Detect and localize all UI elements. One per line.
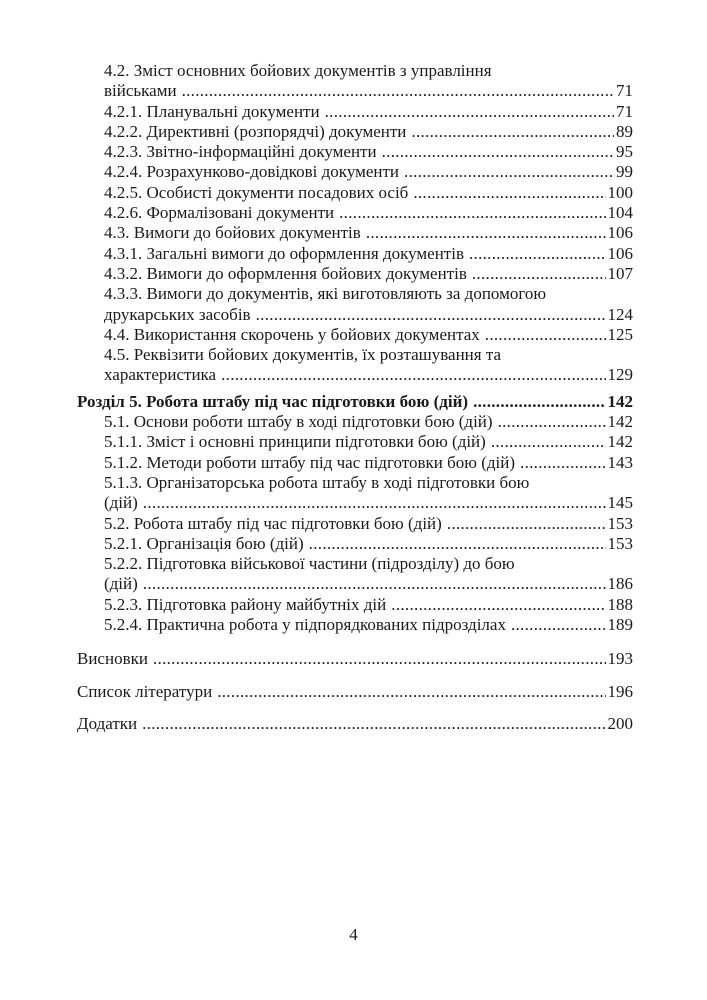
toc-entry-4-2-2[interactable] — [77, 122, 633, 142]
toc-entry-title: 5.1.2. Методи роботи штабу під час підготовки бою (дій) — [104, 452, 516, 472]
toc-entry-title: 5.2.3. Підготовка району майбутніх дій — [104, 594, 387, 614]
toc-entry-title-line1: 4.3.3. Вимоги до документів, які виготовляють за допомогою — [104, 284, 547, 304]
leader-dots — [472, 264, 606, 284]
toc-entry-page: 100 — [607, 182, 633, 202]
toc-entry-page: 129 — [607, 365, 633, 385]
toc-entry-5-2-4[interactable] — [77, 615, 633, 635]
toc-entry-title: Список літератури — [77, 681, 213, 701]
toc-entry-4-3-2[interactable] — [77, 264, 633, 284]
toc-entry-5-2-1[interactable] — [77, 534, 633, 554]
toc-entry-title: 4.3.1. Загальні вимоги до оформлення документів — [104, 243, 464, 263]
toc-chapter-title: Розділ 5. Робота штабу під час підготовки бою (дій) — [77, 391, 469, 411]
toc-entry-title: 4.4. Використання скорочень у бойових документах — [104, 324, 480, 344]
toc-entry-page: 153 — [607, 513, 633, 533]
toc-entry-page: 188 — [607, 594, 633, 614]
leader-dots — [153, 649, 606, 669]
toc-entry-title: 4.2.5. Особисті документи посадових осіб — [104, 182, 409, 202]
toc-conclusions[interactable] — [77, 649, 633, 669]
toc-entry-page: 104 — [607, 203, 633, 223]
leader-dots — [143, 574, 606, 594]
toc-entry-page: 145 — [607, 493, 633, 513]
toc-entry-title: 4.2.2. Директивні (розпорядчі) документи — [104, 121, 407, 141]
toc-entry-title: Висновки — [77, 649, 148, 669]
toc-entry-title: 4.2.4. Розрахунково-довідкові документи — [104, 162, 400, 182]
toc-entry-page: 189 — [607, 615, 633, 635]
toc-entry-4-2[interactable] — [77, 61, 633, 102]
toc-entry-page: 143 — [607, 452, 633, 472]
leader-dots — [366, 223, 606, 243]
toc-entry-page: 142 — [607, 412, 633, 432]
toc-entry-title: 4.2.3. Звітно-інформаційні документи — [104, 142, 377, 162]
toc-entry-5-2-3[interactable] — [77, 595, 633, 615]
toc-entry-title: (дій) — [104, 574, 138, 594]
toc-entry-page: 186 — [607, 574, 633, 594]
leader-dots — [511, 615, 606, 635]
toc-entry-title: Додатки — [77, 713, 138, 733]
toc-entry-page: 71 — [616, 101, 633, 121]
toc-entry-title-line1: 4.2. Зміст основних бойових документів з управління — [104, 61, 492, 80]
leader-dots — [309, 534, 606, 554]
toc-entry-title: 5.2.1. Організація бою (дій) — [104, 533, 304, 553]
toc-entry-title-line1: 5.2.2. Підготовка військової частини (підрозділу) до бою — [104, 554, 515, 574]
toc-entry-page: 107 — [607, 263, 633, 283]
toc-entry-title: 4.2.6. Формалізовані документи — [104, 203, 335, 223]
leader-dots — [411, 122, 614, 142]
toc-entry-4-3-1[interactable] — [77, 244, 633, 264]
leader-dots — [391, 595, 605, 615]
toc-entry-title: 5.2.4. Практична робота у підпорядкованих підрозділах — [104, 615, 506, 635]
toc-entry-title: 4.2.1. Планувальні документи — [104, 101, 320, 121]
toc-entry-page: 71 — [616, 81, 633, 101]
leader-dots — [221, 365, 605, 385]
toc-entry-page: 124 — [607, 304, 633, 324]
page-number: 4 — [349, 925, 358, 944]
table-of-contents — [77, 61, 633, 734]
toc-entry-page: 153 — [607, 533, 633, 553]
leader-dots — [447, 514, 606, 534]
toc-entry-title-line1: 5.1.3. Організаторська робота штабу в ході підготовки бою — [104, 472, 530, 492]
leader-dots — [382, 142, 614, 162]
toc-entry-title: 4.3.2. Вимоги до оформлення бойових документів — [104, 263, 467, 283]
toc-entry-5-2-2[interactable] — [77, 554, 633, 595]
toc-entry-5-2[interactable] — [77, 514, 633, 534]
toc-entry-page: 200 — [607, 713, 633, 733]
toc-chapter-page: 142 — [607, 391, 633, 411]
leader-dots — [142, 714, 605, 734]
toc-entry-page: 89 — [616, 121, 633, 141]
leader-dots — [498, 412, 606, 432]
toc-entry-title: 4.3. Вимоги до бойових документів — [104, 223, 361, 243]
leader-dots — [469, 244, 606, 264]
toc-chapter-5[interactable] — [77, 392, 633, 412]
leader-dots — [325, 102, 614, 122]
leader-dots — [485, 325, 606, 345]
toc-entry-title: 5.1.1. Зміст і основні принципи підготовки бою (дій) — [104, 432, 486, 452]
toc-entry-5-1-1[interactable] — [77, 432, 633, 452]
leader-dots — [256, 305, 606, 325]
toc-entry-4-2-6[interactable] — [77, 203, 633, 223]
toc-entry-page: 125 — [607, 324, 633, 344]
toc-entry-5-1-2[interactable] — [77, 453, 633, 473]
toc-entry-title-line1: 4.5. Реквізити бойових документів, їх розташування та — [104, 345, 502, 365]
leader-dots — [404, 162, 614, 182]
leader-dots — [491, 432, 606, 452]
toc-entry-title: військами — [104, 81, 177, 101]
toc-entry-page: 106 — [607, 243, 633, 263]
toc-references[interactable] — [77, 682, 633, 702]
toc-entry-page: 142 — [607, 432, 633, 452]
leader-dots — [217, 682, 605, 702]
toc-entry-5-1[interactable] — [77, 412, 633, 432]
toc-entry-page: 106 — [607, 223, 633, 243]
toc-entry-4-2-4[interactable] — [77, 162, 633, 182]
toc-entry-5-1-3[interactable] — [77, 473, 633, 514]
toc-entry-page: 95 — [616, 142, 633, 162]
toc-entry-4-3[interactable] — [77, 223, 633, 243]
toc-entry-4-2-3[interactable] — [77, 142, 633, 162]
toc-entry-title: характеристика — [104, 365, 217, 385]
toc-entry-page: 193 — [607, 649, 633, 669]
toc-entry-title: друкарських засобів — [104, 304, 251, 324]
toc-appendices[interactable] — [77, 714, 633, 734]
toc-entry-4-2-5[interactable] — [77, 183, 633, 203]
toc-entry-page: 99 — [616, 162, 633, 182]
toc-entry-4-2-1[interactable] — [77, 102, 633, 122]
toc-entry-title: (дій) — [104, 493, 138, 513]
toc-entry-title: 5.2. Робота штабу під час підготовки бою (дій) — [104, 513, 442, 533]
toc-entry-title: 5.1. Основи роботи штабу в ході підготовки бою (дій) — [104, 412, 493, 432]
leader-dots — [413, 183, 605, 203]
leader-dots — [143, 493, 606, 513]
toc-entry-4-3-3[interactable] — [77, 284, 633, 325]
leader-dots — [339, 203, 605, 223]
toc-entry-page: 196 — [607, 681, 633, 701]
leader-dots — [473, 392, 605, 412]
toc-entry-4-4[interactable] — [77, 325, 633, 345]
toc-entry-4-5[interactable] — [77, 345, 633, 386]
leader-dots — [182, 81, 614, 101]
leader-dots — [520, 453, 605, 473]
